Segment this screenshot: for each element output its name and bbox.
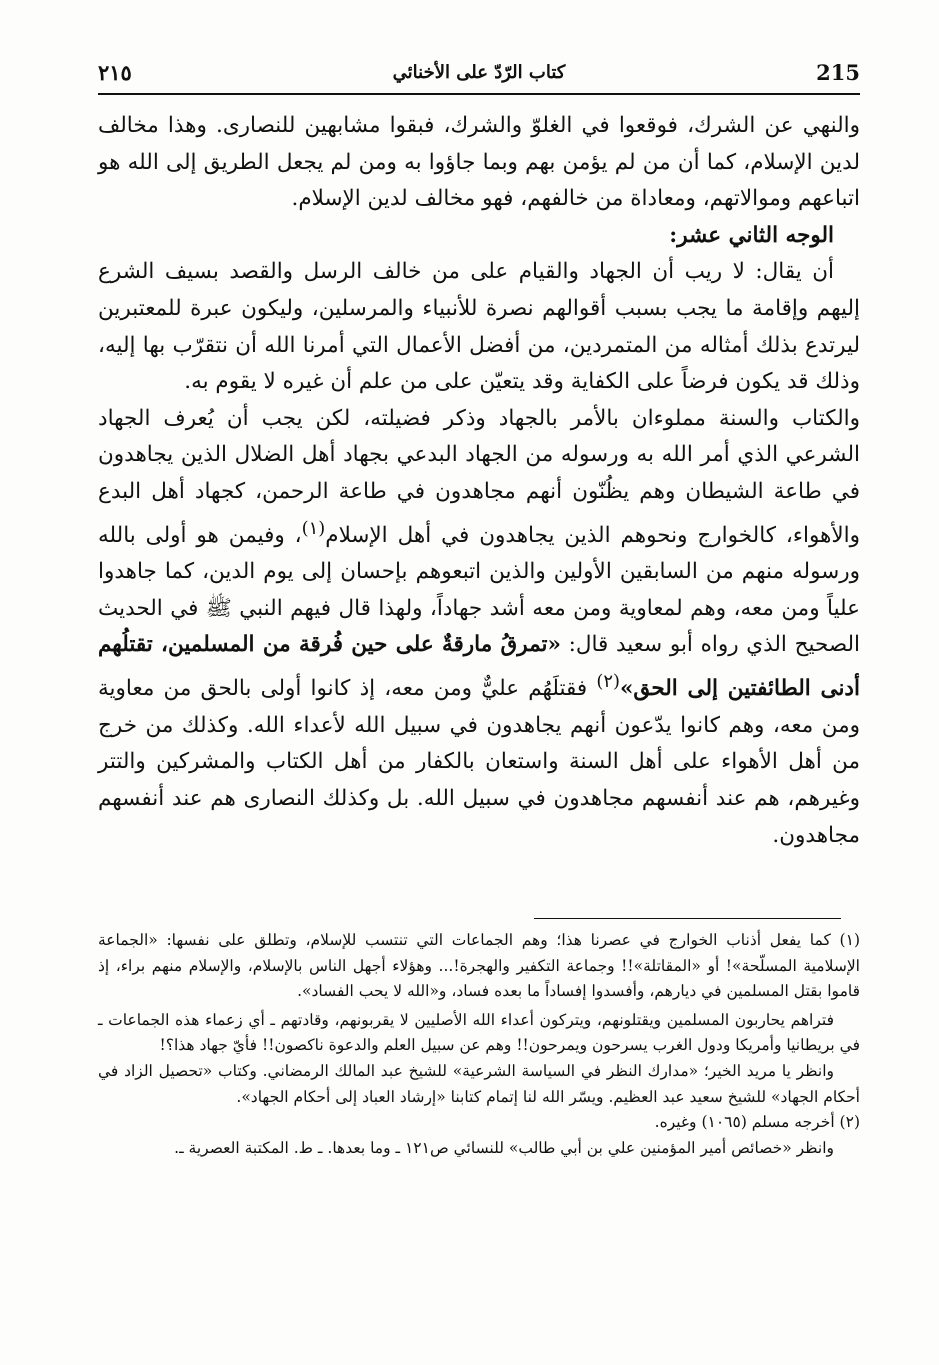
paragraph-3-part-a: والكتاب والسنة مملوءان بالأمر بالجهاد وذكر فضيلته، لكن يجب أن يُعرف الجهاد الشرعي الذي أمر الله به ورسوله من الجهاد البدعي بجهاد أهل الضلال الذين يجاهدون في طاعة الشيطان وهم يظُنّون أنهم مجاهدون في طاعة الرحمن، كجهاد أهل البدع والأهواء، كالخوارج ونحوهم الذين يجاهدون في أهل الإسلام — [98, 405, 861, 548]
hadith-quote: «تمرقُ مارقةٌ على حين فُرقة من المسلمين، تقتلُهم أدنى الطائفتين إلى الحق» — [98, 632, 860, 702]
footnote-separator — [534, 918, 841, 919]
page-header — [98, 58, 860, 92]
footnote-2-para-1: (٢) أخرجه مسلم (١٠٦٥) وغيره. — [654, 1113, 860, 1132]
footnote-1-para-1: (١) كما يفعل أذناب الخوارج في عصرنا هذا؛ وهم الجماعات التي تنتسب للإسلام، وتطلق على نفسها: «الجماعة الإسلامية المسلّحة»! أو «المقاتلة»!! وجماعة التكفير والهجرة!... وهؤلاء أجهل الناس بالإسلام، والإسلام منهم براء، إذ قاموا بقتل المسلمين في ديارهم، وأفسدوا إفساداً ما بعده فساد، و«الله لا يحب الفساد». — [98, 931, 860, 1001]
paragraph-3 — [98, 401, 860, 854]
footnote-1-para-2: فتراهم يحاربون المسلمين ويقتلونهم، ويتركون أعداء الله الأصليين لا يقربونهم، وقادتهم ـ أي زعماء هذه الجماعات ـ في بريطانيا وأمريكا ودول الغرب يسرحون ويمرحون!! وهم عن سبيل العلم والدعوة ناكصون!! فأيّ جهاد هذا؟! — [98, 1010, 860, 1055]
footnote-ref-2[interactable]: (٢) — [596, 671, 620, 693]
section-heading: الوجه الثاني عشر: — [669, 222, 834, 248]
footnotes — [98, 928, 860, 1161]
main-text — [98, 108, 860, 854]
page-number-latin: 215 — [816, 60, 860, 85]
footnote-2-para-2: وانظر «خصائص أمير المؤمنين علي بن أبي طالب» للنسائي ص١٢١ ـ وما بعدها. ـ ط. المكتبة العصرية ـ. — [174, 1138, 834, 1157]
paragraph-2: أن يقال: لا ريب أن الجهاد والقيام على من خالف الرسل والقصد بسيف الشرع إليهم وإقامة ما يجب بسبب أقوالهم نصرة للأنبياء والمرسلين، وليكون عبرة للمعتبرين ليرتدع بذلك أمثاله من المتمردين، من أفضل الأعمال التي أمرنا الله أن نتقرّب بها إليه، وذلك قد يكون فرضاً على الكفاية وقد يتعيّن على من علم أن غيره لا يقوم به. — [98, 259, 860, 395]
footnote-1-para-3: وانظر يا مريد الخير؛ «مدارك النظر في السياسة الشرعية» للشيخ عبد المالك الرمضاني. وكتاب «تحصيل الزاد في أحكام الجهاد» للشيخ سعيد عبد العظيم. ويسّر الله لنا إتمام كتابنا «إرشاد العباد إلى أحكام الجهاد». — [98, 1061, 860, 1106]
header-rule — [98, 93, 860, 95]
running-title: كتاب الرّدّ على الأخنائي — [392, 62, 566, 83]
paragraph-1: والنهي عن الشرك، فوقعوا في الغلوّ والشرك، فبقوا مشابهين للنصارى. وهذا مخالف لدين الإسلام، كما أن من لم يؤمن بهم وبما جاؤوا به ومن لم يجعل الطريق إلى الله هو اتباعهم وموالاتهم، ومعاداة من خالفهم، فهو مخالف لدين الإسلام. — [98, 113, 860, 212]
paragraph-3-part-c: فقتلَهُم عليٌّ ومن معه، إذ كانوا أولى بالحق من معاوية ومن معه، وهم كانوا يدّعون أنهم يجاهدون في سبيل الله لأعداء الله. وكذلك من خرج من أهل الأهواء على أهل السنة واستعان بالكفار من أهل الكتاب والمشركين والتتر وغيرهم، هم عند أنفسهم مجاهدون في سبيل الله. بل وكذلك النصارى هم عند أنفسهم مجاهدون. — [98, 676, 860, 848]
page-number-arabic: ٢١٥ — [98, 60, 132, 85]
paragraph-3-part-b: ، وفيمن هو أولى بالله ورسوله منهم من السابقين الأولين والذين اتبعوهم بإحسان إلى يوم الدين، كما جاهدوا علياً ومن معه، وهم لمعاوية ومن معه أشد جهاداً، ولهذا قال فيهم النبي ﷺ في الحديث الصحيح الذي رواه أبو سعيد قال: — [98, 522, 860, 658]
footnote-ref-1[interactable]: (١) — [301, 517, 326, 539]
